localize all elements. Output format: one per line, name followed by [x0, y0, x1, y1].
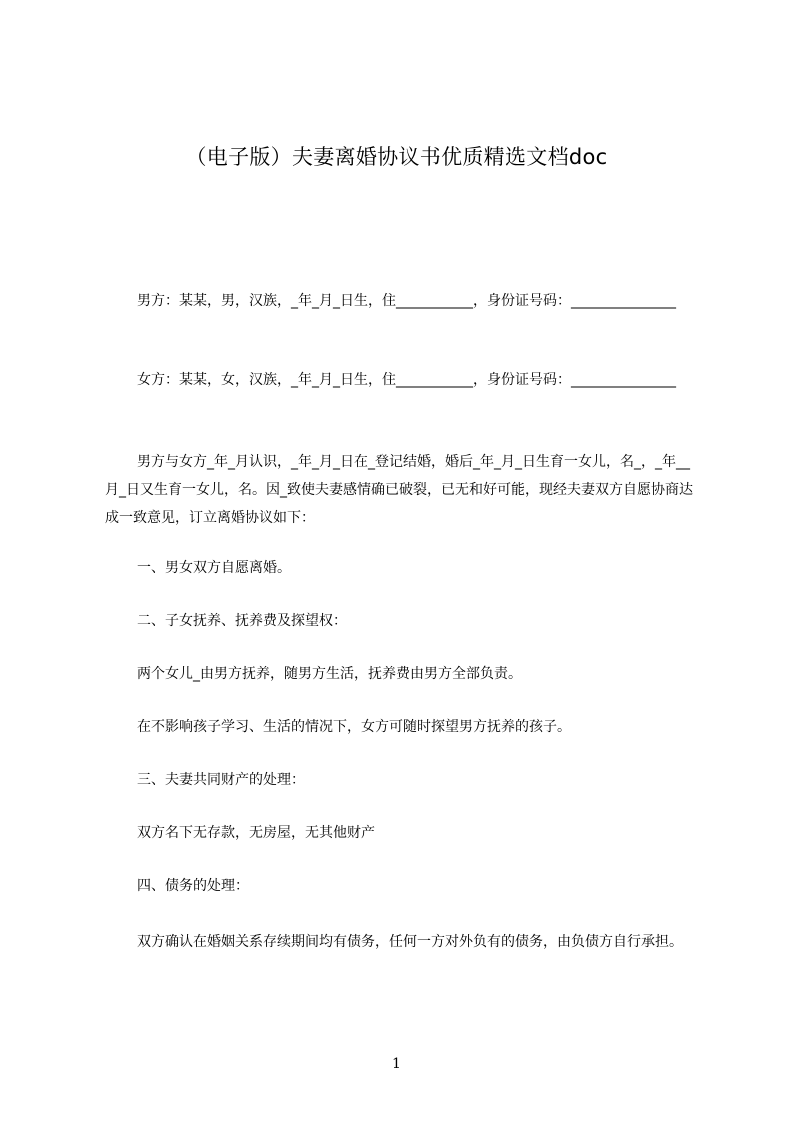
- section-heading-property: 三、夫妻共同财产的处理：: [137, 772, 305, 788]
- paragraph-debt-detail: 双方确认在婚姻关系存续期间均有债务，任何一方对外负有的债务，由负债方自行承担。: [137, 934, 683, 950]
- paragraph-female-party: 女方：某某，女，汉族，_年_月_日生，住___________，身份证号码：_______________: [137, 372, 676, 388]
- paragraph-custody-detail: 两个女儿_由男方抚养，随男方生活，抚养费由男方全部负责。: [137, 666, 522, 682]
- paragraph-property-detail: 双方名下无存款，无房屋，无其他财产: [137, 825, 375, 841]
- section-heading-debt: 四、债务的处理：: [137, 878, 249, 894]
- page-number: 1: [392, 1056, 401, 1072]
- section-heading-custody: 二、子女抚养、抚养费及探望权：: [137, 613, 347, 629]
- paragraph-male-party: 男方：某某，男，汉族，_年_月_日生，住___________，身份证号码：_______________: [137, 293, 676, 309]
- paragraph-visitation: 在不影响孩子学习、生活的情况下，女方可随时探望男方抚养的孩子。: [137, 719, 571, 735]
- section-heading-divorce: 一、男女双方自愿离婚。: [137, 560, 291, 576]
- document-title: （电子版）夫妻离婚协议书优质精选文档doc: [185, 145, 608, 169]
- paragraph-background: 男方与女方_年_月认识，_年_月_日在_登记结婚，婚后_年_月_日生育一女儿，名_，_年__月_日又生育一女儿，名。因_致使夫妻感情确已破裂，已无和好可能，现经夫妻双方自愿协商达成一致意见，订立离婚协议如下：: [105, 454, 693, 526]
